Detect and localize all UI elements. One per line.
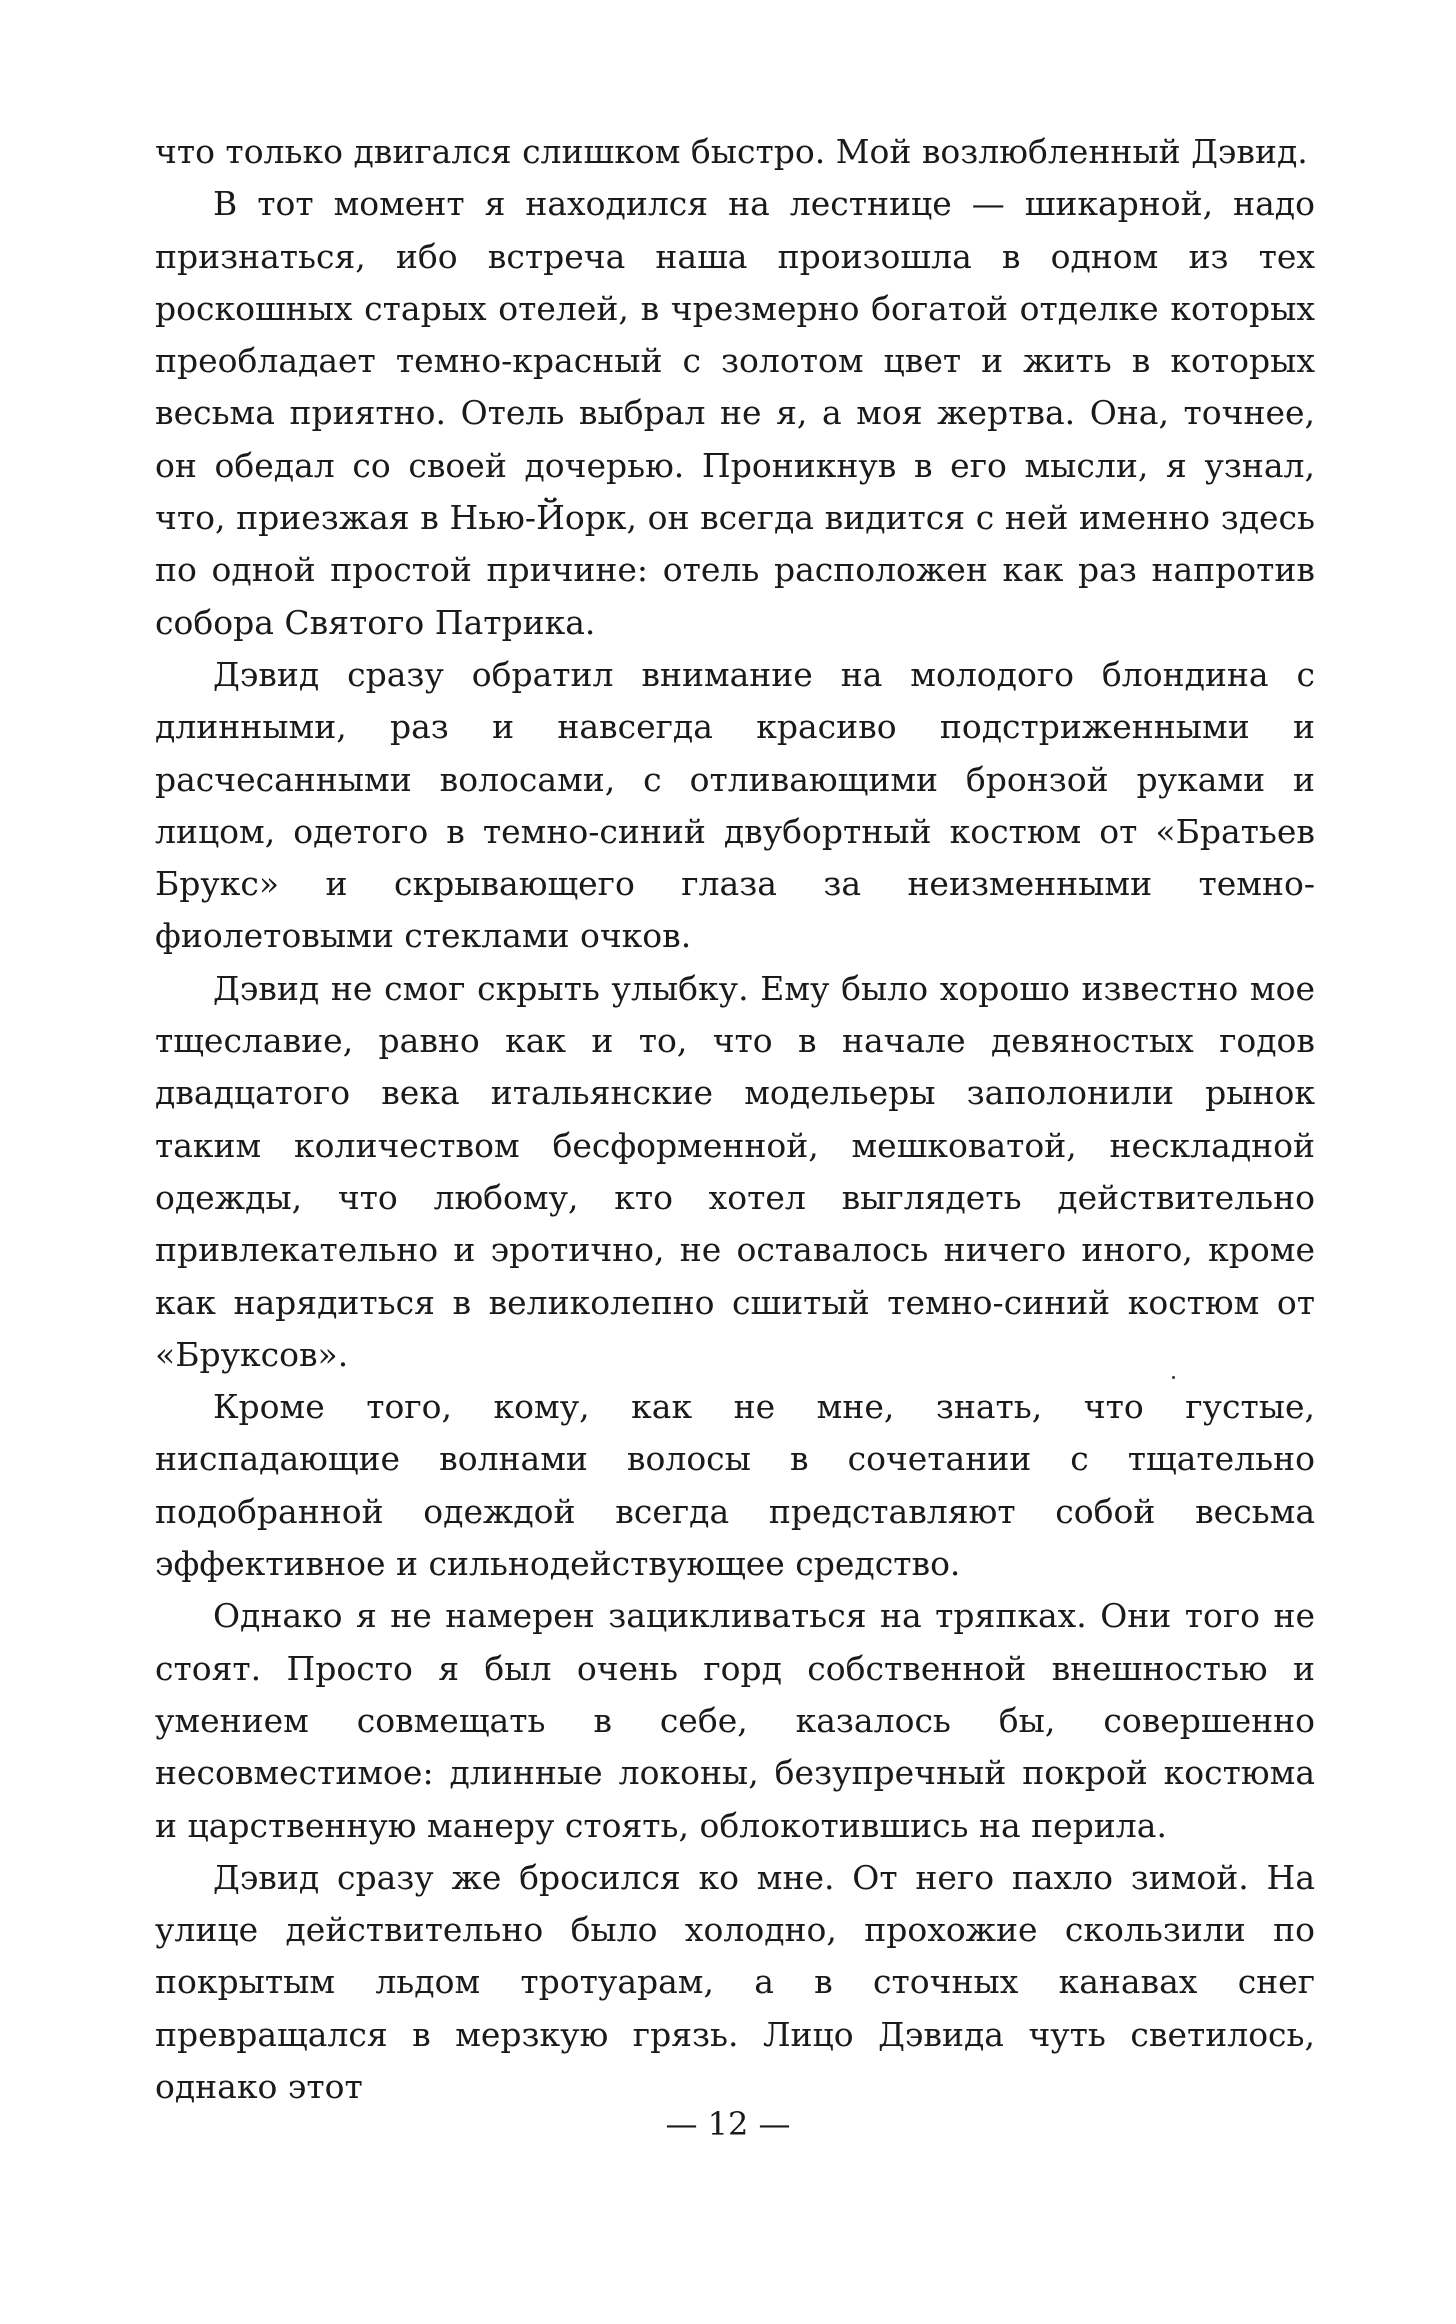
paragraph: Дэвид сразу же бросился ко мне. От него пахло зимой. На улице действительно было холодно, прохожие скользили по покрытым льдом тротуарам, а в сточных канавах снег превращался в мерзкую грязь. Лицо Дэвида чуть светилось, однако этот [155, 1857, 1315, 2106]
body-text [155, 126, 1315, 2113]
paragraph: Дэвид сразу обратил внимание на молодого блондина с длинными, раз и навсегда красиво подстриженными и расчесанными волосами, с отливающими бронзой руками и лицом, одетого в темно-синий двубортный костюм от «Братьев Брукс» и скрывающего глаза за неизменными темно-фиолетовыми стеклами очков. [155, 654, 1315, 956]
paragraph: Дэвид не смог скрыть улыбку. Ему было хорошо известно мое тщеславие, равно как и то, что в начале девяностых годов двадцатого века итальянские модельеры заполонили рынок таким количеством бесформенной, мешковатой, нескладной одежды, что любому, кто хотел выглядеть действительно привлекательно и эротично, не оставалось ничего иного, кроме как нарядиться в великолепно сшитый темно-синий костюм от «Бруксов». [155, 968, 1315, 1374]
paragraph-continuation: что только двигался слишком быстро. Мой возлюбленный Дэвид. [155, 132, 1308, 171]
page-number: — 12 — [665, 2105, 791, 2143]
paragraph: В тот момент я находился на лестнице — шикарной, надо признаться, ибо встреча наша произошла в одном из тех роскошных старых отелей, в чрезмерно богатой отделке которых преобладает темно-красный с золотом цвет и жить в которых весьма приятно. Отель выбрал не я, а моя жертва. Она, точнее, он обедал со своей дочерью. Проникнув в его мысли, я узнал, что, приезжая в Нью-Йорк, он всегда видится с ней именно здесь по одной простой причине: отель расположен как раз напротив собора Святого Патрика. [155, 184, 1315, 642]
print-speck [1172, 1376, 1175, 1379]
paragraph: Однако я не намерен зацикливаться на тряпках. Они того не стоят. Просто я был очень горд собственной внешностью и умением совмещать в себе, казалось бы, совершенно несовместимое: длинные локоны, безупречный покрой костюма и царственную манеру стоять, облокотившись на перила. [155, 1596, 1315, 1845]
paragraph: Кроме того, кому, как не мне, знать, что густые, ниспадающие волнами волосы в сочетании с тщательно подобранной одеждой всегда представляют собой весьма эффективное и сильнодействующее средство. [155, 1387, 1315, 1584]
